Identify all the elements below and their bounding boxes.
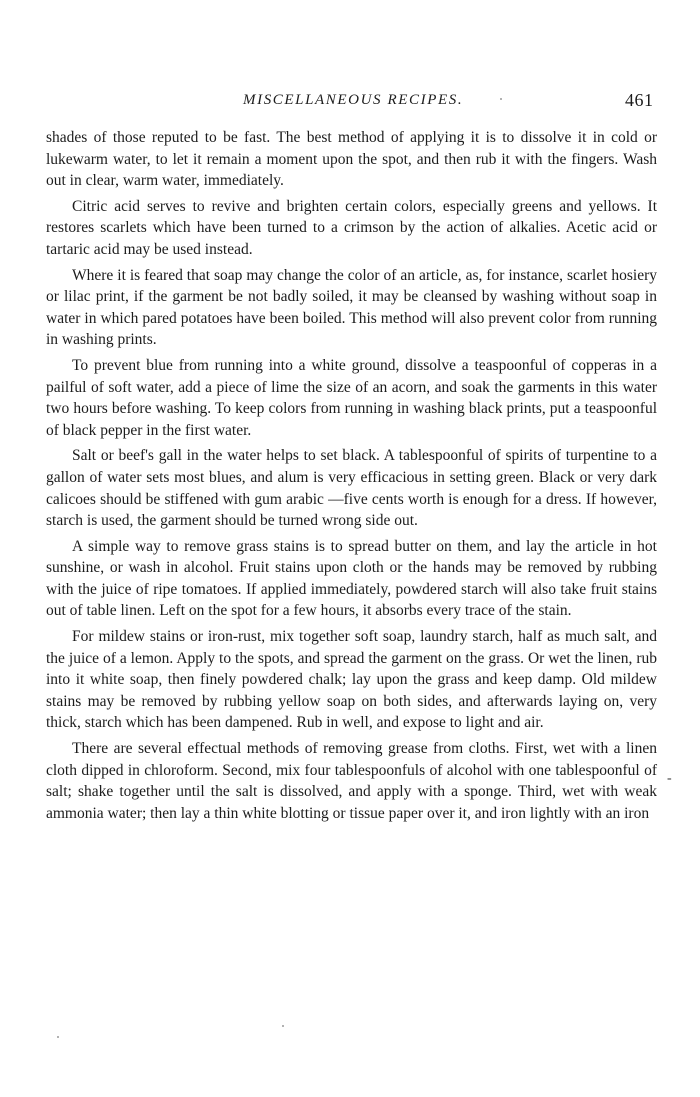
paragraph-blue-running: To prevent blue from running into a white ground, dissolve a teaspoonful of copperas in a pailful of soft water, add a piece of lime the size of an acorn, and soak the garments in this water two hours before washing. To keep colors from running in washing black prints, put a teaspoonful of black pepper in the first water. bbox=[46, 356, 657, 439]
paragraph-grease: There are several effectual methods of removing grease from cloths. First, wet with a linen cloth dipped in chloroform. Second, mix four tablespoonfuls of alcohol with one tablespoonful of salt; shake together until the salt is dissolved, and apply with a sponge. Third, wet with weak ammonia water; then lay a thin white blotting or tissue paper over it, and iron lightly with an iron bbox=[46, 740, 657, 822]
margin-mark: - bbox=[667, 771, 672, 786]
body-text bbox=[46, 127, 657, 828]
paragraph-continued: shades of those reputed to be fast. The best method of applying it is to dissolve it in cold or lukewarm water, to let it remain a moment upon the spot, and then rub it with the fingers. Wash out in clear, warm water, immediately. bbox=[46, 129, 657, 190]
paragraph-setting-colors: Salt or beef's gall in the water helps to set black. A tablespoonful of spirits of turpentine to a gallon of water sets most blues, and alum is very efficacious in setting green. Black or very dark calicoes should be stiffened with gum arabic —five cents worth is enough for a dress. If however, starch is used, the garment should be turned wrong side out. bbox=[46, 447, 657, 530]
paragraph-mildew: For mildew stains or iron-rust, mix together soft soap, laundry starch, half as much salt, and the juice of a lemon. Apply to the spots, and spread the garment on the grass. Or wet the linen, rub into it white soap, then finely powdered chalk; lay upon the grass and keep damp. Old mildew stains may be removed by rubbing yellow soap on both sides, and afterwards laying on, very thick, starch which has been dampened. Rub in well, and expose to light and air. bbox=[46, 628, 657, 732]
paper-speck bbox=[500, 98, 502, 100]
running-head bbox=[0, 92, 700, 116]
paragraph-grass-stains: A simple way to remove grass stains is to spread butter on them, and lay the article in hot sunshine, or wash in alcohol. Fruit stains upon cloth or the hands may be removed by rubbing with the juice of ripe tomatoes. If applied immediately, powdered starch will also take fruit stains out of table linen. Left on the spot for a few hours, it absorbs every trace of the stain. bbox=[46, 537, 657, 620]
paper-speck bbox=[57, 1036, 59, 1038]
paragraph-soap-color: Where it is feared that soap may change the color of an article, as, for instance, scarlet hosiery or lilac print, if the garment be not badly soiled, it may be cleansed by washing without soap in water in which pared potatoes have been boiled. This method will also prevent color from running in washing prints. bbox=[46, 266, 657, 349]
page-number: 461 bbox=[625, 90, 654, 110]
running-title: MISCELLANEOUS RECIPES. bbox=[243, 92, 464, 108]
paper-speck bbox=[282, 1025, 284, 1027]
paragraph-citric-acid: Citric acid serves to revive and brighten certain colors, especially greens and yellows. It restores scarlets which have been turned to a crimson by the action of alkalies. Acetic acid or tartaric acid may be used instead. bbox=[46, 197, 657, 258]
